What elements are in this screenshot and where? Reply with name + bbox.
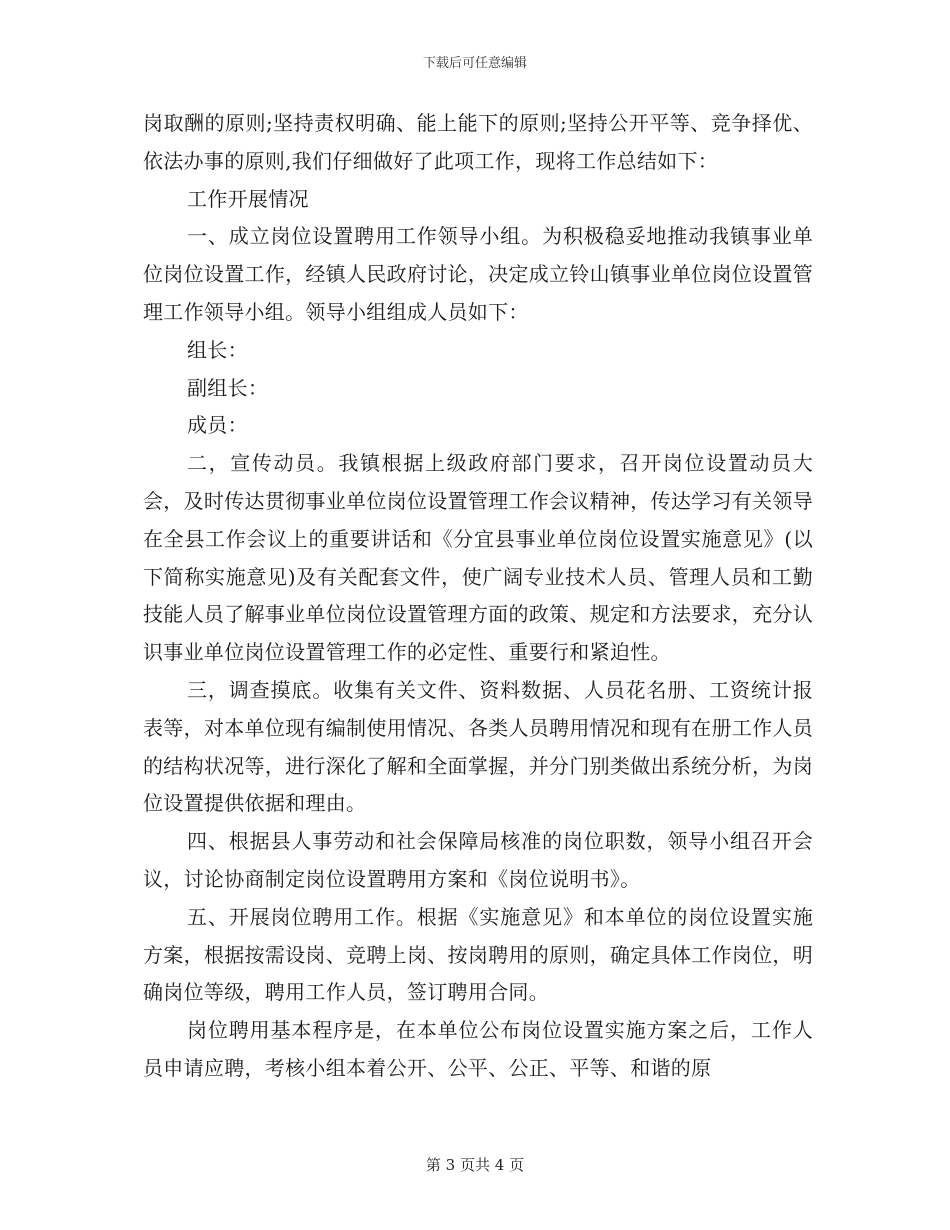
label-members: 成员： xyxy=(187,413,248,438)
paragraph-investigation: 三，调查摸底。收集有关文件、资料数据、人员花名册、工资统计报表等，对本单位现有编制使用情况、各类人员聘用情况和现有在册工作人员的结构状况等，进行深化了解和全面掌握，并分门别类做出系统分析，为岗位设置提供依据和理由。 xyxy=(143,677,813,816)
paragraph-principles-continued: 岗取酬的原则;坚持责权明确、能上能下的原则;坚持公开平等、竞争择优、依法办事的原则,我们仔细做好了此项工作，现将工作总结如下： xyxy=(143,111,813,173)
page-footer: 第 3 页共 4 页 xyxy=(425,1156,525,1174)
section-heading-work-progress: 工作开展情况 xyxy=(187,186,309,211)
paragraph-publicity-mobilization: 二，宣传动员。我镇根据上级政府部门要求，召开岗位设置动员大会，及时传达贯彻事业单位岗位设置管理工作会议精神，传达学习有关领导在全县工作会议上的重要讲话和《分宜县事业单位岗位设置实施意见》(以下简称实施意见)及有关配套文件，使广阔专业技术人员、管理人员和工勤技能人员了解事业单位岗位设置管理方面的政策、规定和方法要求，充分认识事业单位岗位设置管理工作的必定性、重要行和紧迫性。 xyxy=(143,451,813,665)
paragraph-hiring-procedure: 岗位聘用基本程序是，在本单位公布岗位设置实施方案之后，工作人员申请应聘，考核小组本着公开、公平、公正、平等、和谐的原 xyxy=(143,1018,813,1080)
label-deputy-leader: 副组长： xyxy=(187,375,269,400)
label-group-leader: 组长： xyxy=(187,337,248,362)
paragraph-meeting-plan: 四、根据县人事劳动和社会保障局核准的岗位职数，领导小组召开会议，讨论协商制定岗位设置聘用方案和《岗位说明书》。 xyxy=(143,829,813,891)
paragraph-hiring-work: 五、开展岗位聘用工作。根据《实施意见》和本单位的岗位设置实施方案，根据按需设岗、竞聘上岗、按岗聘用的原则，确定具体工作岗位，明确岗位等级，聘用工作人员，签订聘用合同。 xyxy=(143,904,813,1005)
paragraph-leadership-group: 一、成立岗位设置聘用工作领导小组。为积极稳妥地推动我镇事业单位岗位设置工作，经镇人民政府讨论，决定成立铃山镇事业单位岗位设置管理工作领导小组。领导小组组成人员如下： xyxy=(143,224,813,324)
page-header: 下载后可任意编辑 xyxy=(422,56,527,71)
document-body xyxy=(143,105,813,1088)
